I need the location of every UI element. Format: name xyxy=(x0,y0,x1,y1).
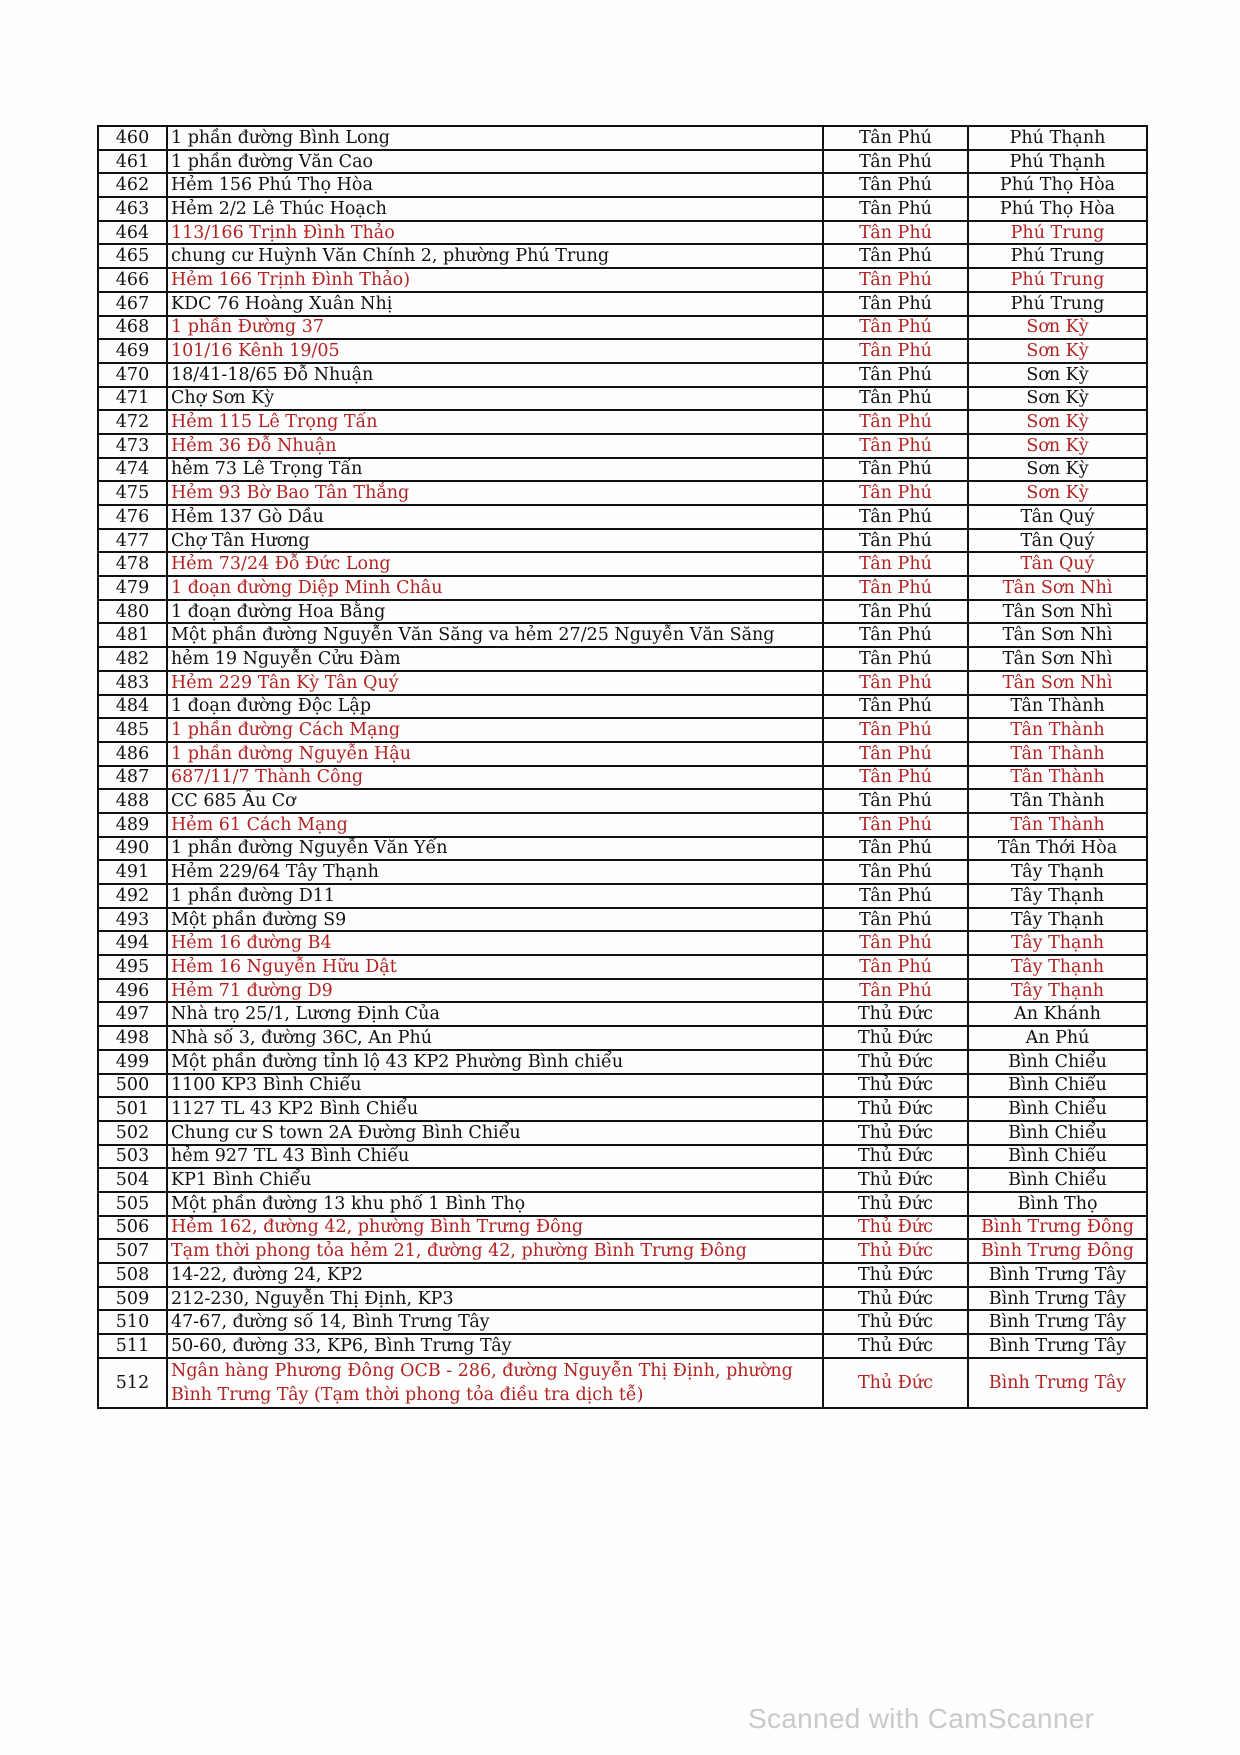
row-number: 471 xyxy=(98,387,167,411)
row-number: 492 xyxy=(98,884,167,908)
table-row xyxy=(98,979,1147,1003)
ward: Phú Thạnh xyxy=(968,150,1147,174)
district: Thủ Đức xyxy=(823,1168,968,1192)
ward: Bình Chiểu xyxy=(968,1121,1147,1145)
ward: Tây Thạnh xyxy=(968,908,1147,932)
row-number: 482 xyxy=(98,647,167,671)
row-number: 466 xyxy=(98,268,167,292)
row-number: 468 xyxy=(98,316,167,340)
row-number: 494 xyxy=(98,931,167,955)
ward: Bình Trưng Tây xyxy=(968,1287,1147,1311)
ward: Tân Sơn Nhì xyxy=(968,647,1147,671)
ward: Tân Sơn Nhì xyxy=(968,671,1147,695)
district: Tân Phú xyxy=(823,363,968,387)
district: Thủ Đức xyxy=(823,1358,968,1408)
district: Tân Phú xyxy=(823,695,968,719)
district: Thủ Đức xyxy=(823,1263,968,1287)
row-number: 509 xyxy=(98,1287,167,1311)
table-row xyxy=(98,197,1147,221)
district: Tân Phú xyxy=(823,766,968,790)
table-row xyxy=(98,1168,1147,1192)
ward: Tây Thạnh xyxy=(968,884,1147,908)
table-row xyxy=(98,173,1147,197)
ward: Tân Thành xyxy=(968,813,1147,837)
district: Tân Phú xyxy=(823,931,968,955)
table-row xyxy=(98,647,1147,671)
location-name: 1 phần đường Nguyễn Hậu xyxy=(167,742,823,766)
district: Tân Phú xyxy=(823,387,968,411)
table-row xyxy=(98,552,1147,576)
ward: Tân Thành xyxy=(968,695,1147,719)
district: Tân Phú xyxy=(823,552,968,576)
location-name: 1 đoạn đường Độc Lập xyxy=(167,695,823,719)
location-name: Hẻm 73/24 Đỗ Đức Long xyxy=(167,552,823,576)
table-row xyxy=(98,1334,1147,1358)
table-row xyxy=(98,789,1147,813)
row-number: 505 xyxy=(98,1192,167,1216)
location-name: Hẻm 229 Tân Kỳ Tân Quý xyxy=(167,671,823,695)
table-row xyxy=(98,576,1147,600)
ward: Tân Sơn Nhì xyxy=(968,576,1147,600)
ward: Phú Trung xyxy=(968,244,1147,268)
table-row xyxy=(98,268,1147,292)
row-number: 491 xyxy=(98,860,167,884)
ward: Bình Chiểu xyxy=(968,1168,1147,1192)
location-name: Hẻm 2/2 Lê Thúc Hoạch xyxy=(167,197,823,221)
row-number: 470 xyxy=(98,363,167,387)
district: Thủ Đức xyxy=(823,1216,968,1240)
district: Tân Phú xyxy=(823,150,968,174)
table-row xyxy=(98,860,1147,884)
table-row xyxy=(98,339,1147,363)
row-number: 462 xyxy=(98,173,167,197)
row-number: 478 xyxy=(98,552,167,576)
table-row xyxy=(98,529,1147,553)
location-name: Hẻm 16 đường B4 xyxy=(167,931,823,955)
district: Tân Phú xyxy=(823,955,968,979)
row-number: 483 xyxy=(98,671,167,695)
row-number: 504 xyxy=(98,1168,167,1192)
ward: Bình Trưng Đông xyxy=(968,1216,1147,1240)
location-name: Hẻm 166 Trịnh Đình Thảo) xyxy=(167,268,823,292)
district: Tân Phú xyxy=(823,837,968,861)
ward: Bình Chiểu xyxy=(968,1145,1147,1169)
ward: Tây Thạnh xyxy=(968,979,1147,1003)
row-number: 499 xyxy=(98,1050,167,1074)
location-name: CC 685 Âu Cơ xyxy=(167,789,823,813)
location-name: Ngân hàng Phương Đông OCB - 286, đường Nguyễn Thị Định, phường Bình Trưng Tây (Tạm thời phong tỏa điều tra dịch tễ) xyxy=(167,1358,823,1408)
table-row xyxy=(98,1239,1147,1263)
ward: Tân Quý xyxy=(968,529,1147,553)
location-name: Hẻm 61 Cách Mạng xyxy=(167,813,823,837)
ward: Tân Thành xyxy=(968,789,1147,813)
location-name: 212-230, Nguyễn Thị Định, KP3 xyxy=(167,1287,823,1311)
district: Thủ Đức xyxy=(823,1145,968,1169)
row-number: 476 xyxy=(98,505,167,529)
row-number: 486 xyxy=(98,742,167,766)
row-number: 467 xyxy=(98,292,167,316)
ward: Sơn Kỳ xyxy=(968,363,1147,387)
table-row xyxy=(98,1026,1147,1050)
location-name: Hẻm 115 Lê Trọng Tấn xyxy=(167,410,823,434)
location-name: hẻm 927 TL 43 Bình Chiểu xyxy=(167,1145,823,1169)
location-name: 1 phần đường Cách Mạng xyxy=(167,718,823,742)
row-number: 500 xyxy=(98,1074,167,1098)
location-name: Hẻm 229/64 Tây Thạnh xyxy=(167,860,823,884)
district: Thủ Đức xyxy=(823,1192,968,1216)
row-number: 487 xyxy=(98,766,167,790)
table-row xyxy=(98,363,1147,387)
table-row xyxy=(98,1216,1147,1240)
location-name: 1 đoạn đường Hoa Bằng xyxy=(167,600,823,624)
table-row xyxy=(98,1287,1147,1311)
ward: Bình Thọ xyxy=(968,1192,1147,1216)
table-row xyxy=(98,1097,1147,1121)
district: Tân Phú xyxy=(823,718,968,742)
district: Tân Phú xyxy=(823,173,968,197)
district: Thủ Đức xyxy=(823,1310,968,1334)
location-name: Nhà số 3, đường 36C, An Phú xyxy=(167,1026,823,1050)
district: Thủ Đức xyxy=(823,1239,968,1263)
table-row xyxy=(98,600,1147,624)
location-name: Hẻm 36 Đỗ Nhuận xyxy=(167,434,823,458)
ward: Tân Quý xyxy=(968,552,1147,576)
ward: Tây Thạnh xyxy=(968,955,1147,979)
location-name: 47-67, đường số 14, Bình Trưng Tây xyxy=(167,1310,823,1334)
district: Tân Phú xyxy=(823,221,968,245)
district: Tân Phú xyxy=(823,268,968,292)
ward: Sơn Kỳ xyxy=(968,410,1147,434)
district: Tân Phú xyxy=(823,860,968,884)
table-row xyxy=(98,718,1147,742)
ward: Phú Trung xyxy=(968,268,1147,292)
row-number: 497 xyxy=(98,1002,167,1026)
row-number: 485 xyxy=(98,718,167,742)
table-row xyxy=(98,481,1147,505)
row-number: 465 xyxy=(98,244,167,268)
district: Tân Phú xyxy=(823,434,968,458)
row-number: 477 xyxy=(98,529,167,553)
table-row xyxy=(98,1050,1147,1074)
ward: Tân Thành xyxy=(968,718,1147,742)
row-number: 496 xyxy=(98,979,167,1003)
location-name: Một phần đường Nguyễn Văn Săng va hẻm 27/25 Nguyễn Văn Săng xyxy=(167,623,823,647)
district: Thủ Đức xyxy=(823,1074,968,1098)
ward: Phú Trung xyxy=(968,292,1147,316)
table-row xyxy=(98,1310,1147,1334)
location-name: Hẻm 16 Nguyễn Hữu Dật xyxy=(167,955,823,979)
location-name: 101/16 Kênh 19/05 xyxy=(167,339,823,363)
table-row xyxy=(98,221,1147,245)
district: Tân Phú xyxy=(823,292,968,316)
location-name: Nhà trọ 25/1, Lương Định Của xyxy=(167,1002,823,1026)
location-name: chung cư Huỳnh Văn Chính 2, phường Phú Trung xyxy=(167,244,823,268)
row-number: 501 xyxy=(98,1097,167,1121)
row-number: 511 xyxy=(98,1334,167,1358)
row-number: 484 xyxy=(98,695,167,719)
row-number: 512 xyxy=(98,1358,167,1408)
district: Tân Phú xyxy=(823,623,968,647)
table-body xyxy=(98,126,1147,1408)
location-name: Một phần đường tỉnh lộ 43 KP2 Phường Bình chiểu xyxy=(167,1050,823,1074)
row-number: 473 xyxy=(98,434,167,458)
ward: Sơn Kỳ xyxy=(968,387,1147,411)
table-row xyxy=(98,458,1147,482)
district: Tân Phú xyxy=(823,884,968,908)
row-number: 503 xyxy=(98,1145,167,1169)
ward: Bình Trưng Đông xyxy=(968,1239,1147,1263)
table-row xyxy=(98,884,1147,908)
table-row xyxy=(98,126,1147,150)
row-number: 489 xyxy=(98,813,167,837)
ward: Tân Thành xyxy=(968,766,1147,790)
district: Tân Phú xyxy=(823,742,968,766)
row-number: 506 xyxy=(98,1216,167,1240)
row-number: 475 xyxy=(98,481,167,505)
ward: Sơn Kỳ xyxy=(968,316,1147,340)
ward: Tân Sơn Nhì xyxy=(968,600,1147,624)
ward: Sơn Kỳ xyxy=(968,481,1147,505)
ward: Bình Trưng Tây xyxy=(968,1358,1147,1408)
table-row xyxy=(98,671,1147,695)
table-row xyxy=(98,695,1147,719)
table-row xyxy=(98,244,1147,268)
district: Tân Phú xyxy=(823,316,968,340)
ward: Tây Thạnh xyxy=(968,860,1147,884)
ward: Sơn Kỳ xyxy=(968,434,1147,458)
row-number: 479 xyxy=(98,576,167,600)
table-row xyxy=(98,813,1147,837)
district: Tân Phú xyxy=(823,126,968,150)
district: Thủ Đức xyxy=(823,1002,968,1026)
location-name: 1100 KP3 Bình Chiểu xyxy=(167,1074,823,1098)
table-row xyxy=(98,623,1147,647)
row-number: 469 xyxy=(98,339,167,363)
location-name: 687/11/7 Thành Công xyxy=(167,766,823,790)
location-name: 1 phần Đường 37 xyxy=(167,316,823,340)
ward: An Khánh xyxy=(968,1002,1147,1026)
district: Thủ Đức xyxy=(823,1334,968,1358)
table-row xyxy=(98,837,1147,861)
location-name: 113/166 Trịnh Đình Thảo xyxy=(167,221,823,245)
ward: Bình Chiểu xyxy=(968,1050,1147,1074)
row-number: 502 xyxy=(98,1121,167,1145)
ward: Tây Thạnh xyxy=(968,931,1147,955)
location-name: Một phần đường 13 khu phố 1 Bình Thọ xyxy=(167,1192,823,1216)
district: Tân Phú xyxy=(823,576,968,600)
row-number: 464 xyxy=(98,221,167,245)
district: Thủ Đức xyxy=(823,1026,968,1050)
district: Tân Phú xyxy=(823,410,968,434)
location-name: Chung cư S town 2A Đường Bình Chiểu xyxy=(167,1121,823,1145)
district: Tân Phú xyxy=(823,600,968,624)
table-row xyxy=(98,766,1147,790)
table-row xyxy=(98,387,1147,411)
district: Tân Phú xyxy=(823,813,968,837)
location-name: 1 đoạn đường Diệp Minh Châu xyxy=(167,576,823,600)
row-number: 460 xyxy=(98,126,167,150)
table-row xyxy=(98,292,1147,316)
ward: Sơn Kỳ xyxy=(968,339,1147,363)
district: Tân Phú xyxy=(823,529,968,553)
ward: Bình Chiểu xyxy=(968,1097,1147,1121)
location-name: 1 phần đường Nguyễn Văn Yến xyxy=(167,837,823,861)
ward: Tân Thành xyxy=(968,742,1147,766)
ward: Bình Chiểu xyxy=(968,1074,1147,1098)
district: Tân Phú xyxy=(823,481,968,505)
district: Tân Phú xyxy=(823,979,968,1003)
ward: Tân Quý xyxy=(968,505,1147,529)
ward: Phú Thọ Hòa xyxy=(968,197,1147,221)
district: Tân Phú xyxy=(823,908,968,932)
table-row xyxy=(98,908,1147,932)
row-number: 474 xyxy=(98,458,167,482)
location-name: Chợ Sơn Kỳ xyxy=(167,387,823,411)
row-number: 480 xyxy=(98,600,167,624)
location-name: hẻm 19 Nguyễn Cửu Đàm xyxy=(167,647,823,671)
district: Thủ Đức xyxy=(823,1050,968,1074)
table-row xyxy=(98,1145,1147,1169)
row-number: 507 xyxy=(98,1239,167,1263)
district: Tân Phú xyxy=(823,505,968,529)
district: Tân Phú xyxy=(823,339,968,363)
location-name: KP1 Bình Chiểu xyxy=(167,1168,823,1192)
table-row xyxy=(98,410,1147,434)
district: Tân Phú xyxy=(823,197,968,221)
location-name: hẻm 73 Lê Trọng Tấn xyxy=(167,458,823,482)
location-name: Một phần đường S9 xyxy=(167,908,823,932)
district: Thủ Đức xyxy=(823,1287,968,1311)
table-row xyxy=(98,931,1147,955)
row-number: 488 xyxy=(98,789,167,813)
location-name: Hẻm 71 đường D9 xyxy=(167,979,823,1003)
ward: Sơn Kỳ xyxy=(968,458,1147,482)
location-name: Chợ Tân Hương xyxy=(167,529,823,553)
district: Thủ Đức xyxy=(823,1121,968,1145)
ward: Phú Thọ Hòa xyxy=(968,173,1147,197)
district: Tân Phú xyxy=(823,647,968,671)
district: Tân Phú xyxy=(823,244,968,268)
location-name: Tạm thời phong tỏa hẻm 21, đường 42, phường Bình Trưng Đông xyxy=(167,1239,823,1263)
location-table xyxy=(97,125,1148,1409)
district: Tân Phú xyxy=(823,458,968,482)
table-row xyxy=(98,1358,1147,1408)
table-row xyxy=(98,1002,1147,1026)
table-row xyxy=(98,316,1147,340)
location-name: 14-22, đường 24, KP2 xyxy=(167,1263,823,1287)
row-number: 463 xyxy=(98,197,167,221)
row-number: 461 xyxy=(98,150,167,174)
ward: Bình Trưng Tây xyxy=(968,1310,1147,1334)
table-row xyxy=(98,1121,1147,1145)
location-name: Hẻm 137 Gò Dầu xyxy=(167,505,823,529)
location-name: 1 phần đường Văn Cao xyxy=(167,150,823,174)
location-name: 50-60, đường 33, KP6, Bình Trưng Tây xyxy=(167,1334,823,1358)
table-row xyxy=(98,1074,1147,1098)
watermark: Scanned with CamScanner xyxy=(748,1703,1095,1734)
district: Thủ Đức xyxy=(823,1097,968,1121)
location-name: Hẻm 93 Bờ Bao Tân Thắng xyxy=(167,481,823,505)
table-row xyxy=(98,955,1147,979)
ward: An Phú xyxy=(968,1026,1147,1050)
district: Tân Phú xyxy=(823,789,968,813)
row-number: 510 xyxy=(98,1310,167,1334)
table-row xyxy=(98,1263,1147,1287)
table-row xyxy=(98,434,1147,458)
table-row xyxy=(98,150,1147,174)
row-number: 508 xyxy=(98,1263,167,1287)
location-name: Hẻm 162, đường 42, phường Bình Trưng Đông xyxy=(167,1216,823,1240)
ward: Phú Trung xyxy=(968,221,1147,245)
location-name: 1 phần đường D11 xyxy=(167,884,823,908)
location-name: KDC 76 Hoàng Xuân Nhị xyxy=(167,292,823,316)
ward: Tân Sơn Nhì xyxy=(968,623,1147,647)
row-number: 472 xyxy=(98,410,167,434)
district: Tân Phú xyxy=(823,671,968,695)
table-row xyxy=(98,505,1147,529)
ward: Tân Thới Hòa xyxy=(968,837,1147,861)
location-name: Hẻm 156 Phú Thọ Hòa xyxy=(167,173,823,197)
row-number: 490 xyxy=(98,837,167,861)
ward: Bình Trưng Tây xyxy=(968,1334,1147,1358)
row-number: 495 xyxy=(98,955,167,979)
location-name: 18/41-18/65 Đỗ Nhuận xyxy=(167,363,823,387)
row-number: 498 xyxy=(98,1026,167,1050)
location-name: 1 phần đường Bình Long xyxy=(167,126,823,150)
ward: Bình Trưng Tây xyxy=(968,1263,1147,1287)
row-number: 481 xyxy=(98,623,167,647)
row-number: 493 xyxy=(98,908,167,932)
ward: Phú Thạnh xyxy=(968,126,1147,150)
location-name: 1127 TL 43 KP2 Bình Chiểu xyxy=(167,1097,823,1121)
table-row xyxy=(98,742,1147,766)
table-row xyxy=(98,1192,1147,1216)
